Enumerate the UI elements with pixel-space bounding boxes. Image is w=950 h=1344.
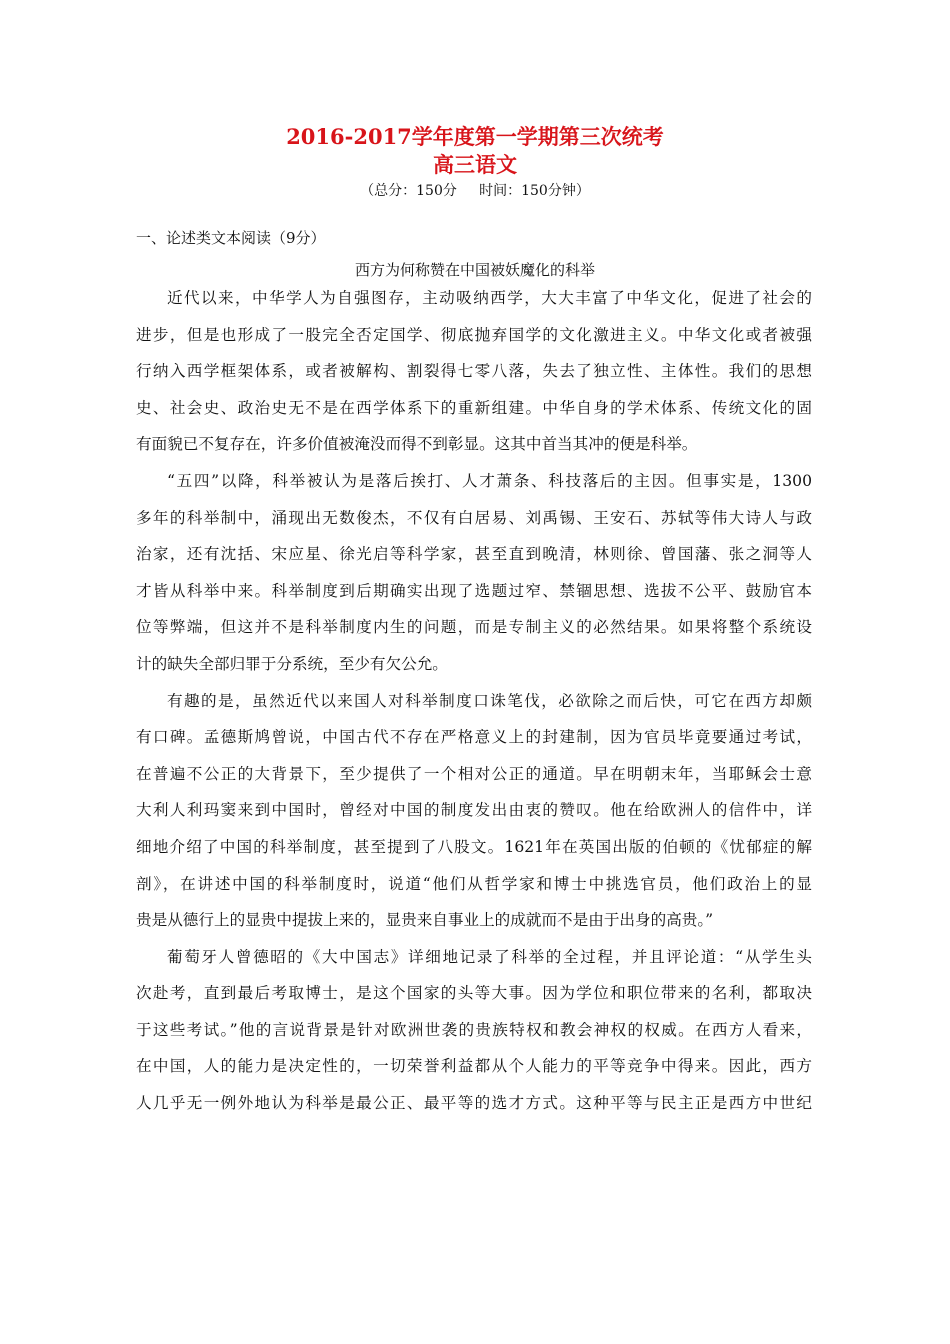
text-line: 细地介绍了中国的科举制度，甚至提到了八股文。1621年在英国出版的伯顿的《忧郁症的解 — [136, 837, 812, 856]
text-line: 有面貌已不复存在，许多价值被淹没而得不到彰显。这其中首当其冲的便是科举。 — [136, 435, 698, 454]
text-line: 有趣的是，虽然近代以来国人对科举制度口诛笔伐，必欲除之而后快，可它在西方却颇 — [167, 691, 812, 710]
text-line: 史、社会史、政治史无不是在西学体系下的重新组建。中华自身的学术体系、传统文化的固 — [136, 398, 812, 417]
text-line: 大利人利玛窦来到中国时，曾经对中国的制度发出由衷的赞叹。他在给欧洲人的信件中，详 — [136, 801, 812, 820]
text-line: 贵是从德行上的显贵中提拔上来的，显贵来自事业上的成就而不是由于出身的高贵。” — [136, 911, 714, 930]
text-line: 剖》，在讲述中国的科举制度时，说道“他们从哲学家和博士中挑选官员，他们政治上的显 — [136, 874, 812, 893]
article-body — [136, 285, 812, 1127]
exam-title: 2016-2017学年度第一学期第三次统考 — [286, 124, 664, 149]
exam-subject: 高三语文 — [433, 152, 517, 177]
text-line: 计的缺失全部归罪于分系统，至少有欠公允。 — [136, 654, 448, 673]
text-line: 行纳入西学框架体系，或者被解构、割裂得七零八落，失去了独立性、主体性。我们的思想 — [136, 362, 812, 381]
text-line: “五四”以降，科举被认为是落后挨打、人才萧条、科技落后的主因。但事实是，1300 — [167, 471, 812, 490]
section-heading: 一、论述类文本阅读（9分） — [136, 229, 326, 247]
text-line: 有口碑。孟德斯鸠曾说，中国古代不存在严格意义上的封建制，因为官员毕竟要通过考试， — [136, 728, 812, 747]
exam-meta: （总分：150分 时间：150分钟） — [360, 183, 590, 199]
text-line: 在中国，人的能力是决定性的，一切荣誉利益都从个人能力的平等竞争中得来。因此，西方 — [136, 1057, 812, 1076]
text-line: 葡萄牙人曾德昭的《大中国志》详细地记录了科举的全过程，并且评论道：“从学生头 — [167, 947, 812, 966]
text-line: 在普遍不公正的大背景下，至少提供了一个相对公正的通道。早在明朝末年，当耶稣会士意 — [136, 764, 812, 783]
text-line: 次赴考，直到最后考取博士，是这个国家的头等大事。因为学位和职位带来的名利，都取决 — [136, 984, 812, 1003]
text-line: 才皆从科举中来。科举制度到后期确实出现了选题过窄、禁锢思想、选拔不公平、鼓励官本 — [136, 581, 812, 600]
text-line: 人几乎无一例外地认为科举是最公正、最平等的选才方式。这种平等与民主正是西方中世纪 — [136, 1094, 812, 1113]
text-line: 近代以来，中华学人为自强图存，主动吸纳西学，大大丰富了中华文化，促进了社会的 — [167, 289, 812, 307]
text-line: 于这些考试。”他的言说背景是针对欧洲世袭的贵族特权和教会神权的权威。在西方人看来， — [136, 1020, 812, 1039]
text-line: 位等弊端，但这并不是科举制度内生的问题，而是专制主义的必然结果。如果将整个系统设 — [136, 618, 812, 637]
article-title: 西方为何称赞在中国被妖魔化的科举 — [354, 261, 595, 279]
text-line: 进步，但是也形成了一股完全否定国学、彻底抛弃国学的文化激进主义。中华文化或者被强 — [136, 325, 812, 344]
text-line: 多年的科举制中，涌现出无数俊杰，不仅有白居易、刘禹锡、王安石、苏轼等伟大诗人与政 — [136, 508, 812, 527]
text-line: 治家，还有沈括、宋应星、徐光启等科学家，甚至直到晚清，林则徐、曾国藩、张之洞等人 — [136, 545, 812, 564]
